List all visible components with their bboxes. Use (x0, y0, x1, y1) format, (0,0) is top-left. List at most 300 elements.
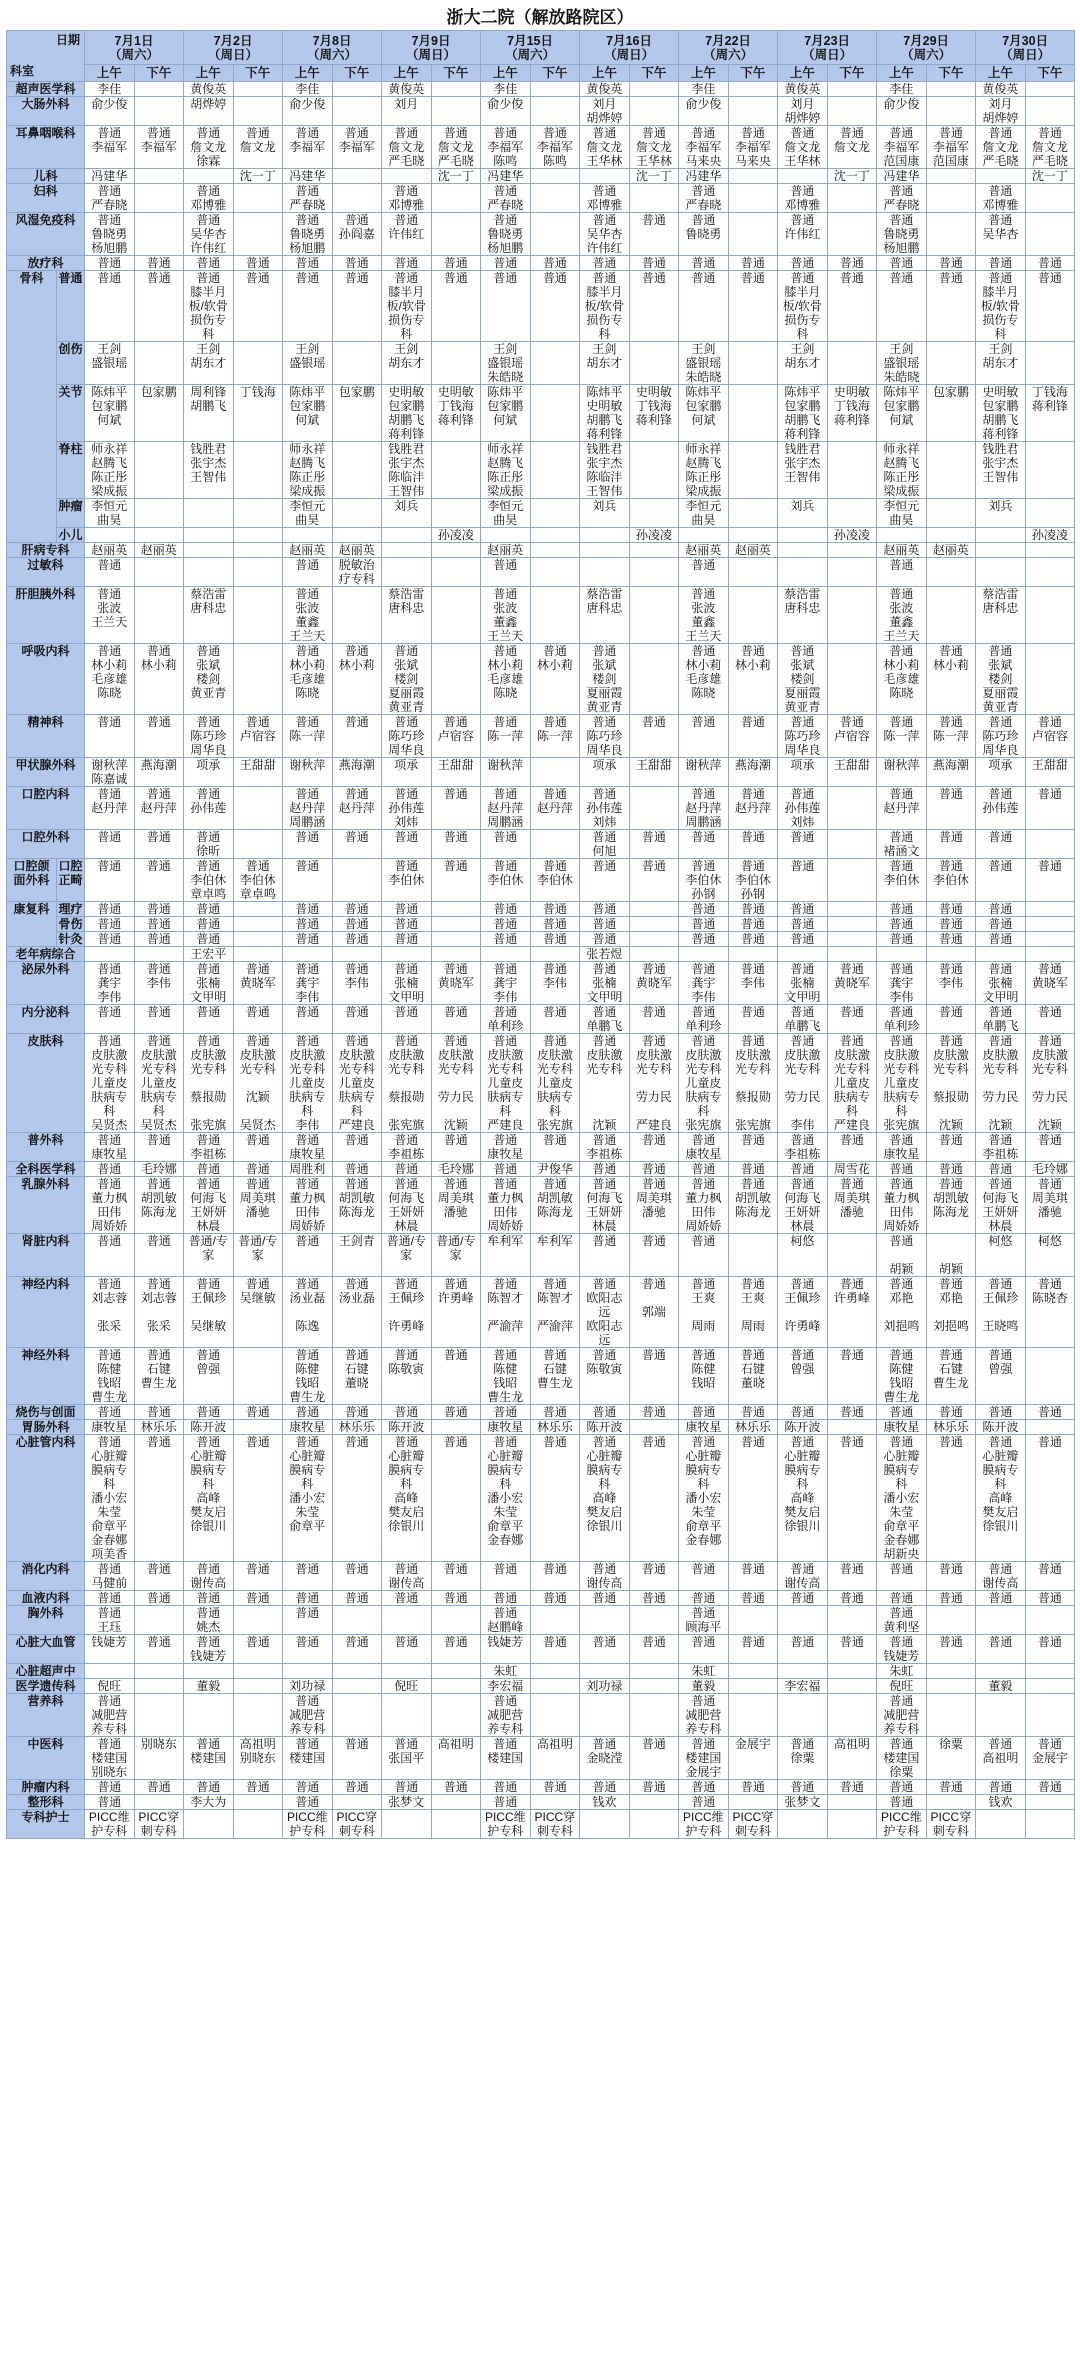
schedule-cell: 普通 (332, 1162, 382, 1177)
schedule-cell: 普通 徐昕 (184, 830, 234, 859)
schedule-cell: 普通 (1025, 1435, 1075, 1562)
schedule-cell: 陈开波 (580, 1420, 630, 1435)
schedule-cell: 普通 (134, 830, 184, 859)
schedule-cell (382, 1810, 432, 1839)
dept-label: 耳鼻咽喉科 (7, 126, 85, 169)
schedule-cell: 普通 周美琪 潘驰 (827, 1177, 877, 1234)
schedule-cell: 普通 皮肤激 光专科 儿童皮 肤病专 科 张宪旗 (530, 1034, 580, 1133)
schedule-cell: 李佳 (877, 82, 927, 97)
schedule-cell (1025, 1795, 1075, 1810)
schedule-row (7, 902, 1075, 917)
weekday-label: （周日） (406, 47, 457, 62)
am-header: 上午 (976, 65, 1026, 82)
schedule-cell: 普通 皮肤激 光专科 蔡报勋 张宪旗 (184, 1034, 234, 1133)
schedule-cell: 普通 钱婕芳 (184, 1635, 234, 1664)
schedule-cell: 李恒元 曲昊 (877, 499, 927, 528)
schedule-body (7, 82, 1075, 1839)
schedule-cell: 普通 邓博雅 (976, 184, 1026, 213)
schedule-cell (134, 587, 184, 644)
schedule-cell: 普通 (85, 715, 135, 758)
schedule-cell: 冯建华 (877, 169, 927, 184)
schedule-cell: 蔡浩雷 唐科忠 (976, 587, 1026, 644)
sub-dept-label: 创伤 (57, 342, 85, 385)
schedule-cell: 普通 龚宇 李伟 (679, 962, 729, 1005)
schedule-cell: 陈炜平 包家鹏 何斌 (877, 385, 927, 442)
schedule-cell (580, 1606, 630, 1635)
schedule-cell: 普通 (728, 1780, 778, 1795)
schedule-cell (1025, 644, 1075, 715)
schedule-cell (827, 644, 877, 715)
schedule-cell: 普通 卢宿容 (233, 715, 283, 758)
schedule-cell: 陈炜平 包家鹏 何斌 (85, 385, 135, 442)
schedule-cell: 普通 心脏瓣 膜病专 科 潘小宏 朱莹 俞章平 金春娜 胡新央 (877, 1435, 927, 1562)
schedule-cell (530, 97, 580, 126)
schedule-cell (134, 499, 184, 528)
schedule-cell (728, 528, 778, 543)
schedule-cell: 俞少俊 (877, 97, 927, 126)
dept-label: 血液内科 (7, 1591, 85, 1606)
schedule-cell: 董毅 (184, 1679, 234, 1694)
schedule-cell: 普通 (976, 1635, 1026, 1664)
schedule-cell: 普通 (530, 902, 580, 917)
dept-label: 消化内科 (7, 1562, 85, 1591)
schedule-cell (728, 1606, 778, 1635)
schedule-cell: 普通 (778, 1591, 828, 1606)
dept-label: 儿科 (7, 169, 85, 184)
schedule-cell: 普通 (530, 1005, 580, 1034)
schedule-cell (827, 499, 877, 528)
schedule-cell: 普通 皮肤激 光专科 儿童皮 肤病专 科 李伟 (283, 1034, 333, 1133)
schedule-cell (134, 97, 184, 126)
schedule-cell: 普通 陈健 钱昭 曹生龙 (85, 1348, 135, 1405)
schedule-cell (382, 1694, 432, 1737)
schedule-cell: 普通 曾强 (976, 1348, 1026, 1405)
schedule-cell (233, 342, 283, 385)
schedule-cell (976, 558, 1026, 587)
dept-axis-label: 科室 (10, 64, 35, 78)
schedule-row (7, 1562, 1075, 1591)
schedule-cell: 普通 (481, 256, 531, 271)
schedule-cell (134, 184, 184, 213)
schedule-cell: 蔡浩雷 唐科忠 (580, 587, 630, 644)
schedule-cell: 普通 (184, 902, 234, 917)
schedule-cell: PICC穿 刺专科 (332, 1810, 382, 1839)
date-label: 7月2日 (213, 33, 253, 48)
schedule-cell: 普通 李福军 陈鸣 (530, 126, 580, 169)
schedule-cell (827, 947, 877, 962)
schedule-cell (728, 213, 778, 256)
dept-label: 过敏科 (7, 558, 85, 587)
dept-label: 风湿免疫科 (7, 213, 85, 256)
schedule-cell: 刘兵 (382, 499, 432, 528)
schedule-cell: 普通 陈一萍 (283, 715, 333, 758)
schedule-cell: 陈炜平 史明敏 胡鹏飞 蒋利锋 (580, 385, 630, 442)
schedule-cell: 普通 陈巧珍 周华良 (580, 715, 630, 758)
date-axis-label: 日期 (55, 33, 80, 47)
date-header (778, 31, 877, 65)
dept-label: 心脏大血管 (7, 1635, 85, 1664)
schedule-cell (233, 1420, 283, 1435)
schedule-cell: 普通 林小莉 毛彦雄 陈晓 (481, 644, 531, 715)
schedule-cell: 普通 (332, 1591, 382, 1606)
schedule-cell: 普通 (382, 932, 432, 947)
schedule-cell: 普通 (580, 1405, 630, 1420)
schedule-cell: 普通 (926, 1562, 976, 1591)
schedule-cell: PICC维 护专科 (481, 1810, 531, 1839)
schedule-cell: 普通 (926, 902, 976, 917)
schedule-cell (926, 1664, 976, 1679)
schedule-cell (728, 442, 778, 499)
schedule-cell: 普通 李福军 范国康 (926, 126, 976, 169)
schedule-cell: 普通 (332, 917, 382, 932)
schedule-cell: 普通 (728, 932, 778, 947)
schedule-cell: 普通 (877, 932, 927, 947)
schedule-cell (134, 1679, 184, 1694)
schedule-cell: 王剑 盛银瑶 朱皓晓 (481, 342, 531, 385)
schedule-cell: 普通 (85, 932, 135, 947)
date-label: 7月29日 (903, 33, 950, 48)
schedule-cell: 倪旺 (382, 1679, 432, 1694)
schedule-cell (679, 947, 729, 962)
schedule-cell: 包家鹏 (926, 385, 976, 442)
schedule-cell: 普通 何海飞 王妍妍 林晨 (580, 1177, 630, 1234)
schedule-cell: 别晓东 (134, 1737, 184, 1780)
schedule-row (7, 962, 1075, 1005)
schedule-cell: 普通 (976, 859, 1026, 902)
schedule-cell: 普通 李伯休 (530, 859, 580, 902)
schedule-cell (233, 917, 283, 932)
schedule-row (7, 644, 1075, 715)
schedule-cell (233, 184, 283, 213)
schedule-cell: 普通 陈健 钱昭 曹生龙 (481, 1348, 531, 1405)
schedule-cell: 史明敏 丁钱海 蒋利锋 (629, 385, 679, 442)
dept-label: 乳腺外科 (7, 1177, 85, 1234)
schedule-cell: 李恒元 曲昊 (85, 499, 135, 528)
schedule-cell: 金展宇 (728, 1737, 778, 1780)
schedule-cell: 孙凌凌 (629, 528, 679, 543)
schedule-row (7, 1348, 1075, 1405)
schedule-cell (134, 1694, 184, 1737)
schedule-cell (530, 1679, 580, 1694)
schedule-cell (1025, 499, 1075, 528)
schedule-cell: 普通 (233, 256, 283, 271)
schedule-cell (283, 528, 333, 543)
schedule-cell (1025, 213, 1075, 256)
schedule-cell: 普通 单鹏飞 (580, 1005, 630, 1034)
schedule-row (7, 947, 1075, 962)
schedule-cell: 普通 (332, 1133, 382, 1162)
schedule-cell: 普通 (530, 1562, 580, 1591)
schedule-cell: 普通 楼建国 金展宇 (679, 1737, 729, 1780)
schedule-cell (233, 1606, 283, 1635)
schedule-cell: 普通 李祖栋 (382, 1133, 432, 1162)
schedule-cell: 普通 (530, 256, 580, 271)
schedule-cell: 普通 吴华杏 (976, 213, 1026, 256)
schedule-cell: 普通 (85, 1780, 135, 1795)
schedule-cell: 普通 (283, 1606, 333, 1635)
schedule-cell: 普通 卢宿容 (431, 715, 481, 758)
schedule-cell: 普通 (728, 902, 778, 917)
schedule-cell: 普通 李福军 马来央 (728, 126, 778, 169)
schedule-cell: 普通 周美琪 潘驰 (431, 1177, 481, 1234)
weekday-label: （周日） (208, 47, 259, 62)
schedule-cell: 陈炜平 包家鹏 何斌 (679, 385, 729, 442)
schedule-cell: 普通 陈健 钱昭 曹生龙 (877, 1348, 927, 1405)
schedule-cell: 冯建华 (85, 169, 135, 184)
schedule-cell: 普通 康牧星 (481, 1133, 531, 1162)
schedule-cell: 普通 皮肤激 光专科 儿童皮 肤病专 科 张宪旗 (679, 1034, 729, 1133)
schedule-cell: 普通 (728, 1005, 778, 1034)
schedule-cell (1025, 1810, 1075, 1839)
schedule-cell (629, 902, 679, 917)
schedule-cell: 普通 (431, 1005, 481, 1034)
schedule-cell (580, 528, 630, 543)
schedule-cell: 普通 (827, 1005, 877, 1034)
schedule-cell (233, 558, 283, 587)
schedule-cell (233, 97, 283, 126)
schedule-cell: 柯悠 (778, 1234, 828, 1277)
dept-label: 超声医学科 (7, 82, 85, 97)
schedule-cell: 普通 (926, 1780, 976, 1795)
schedule-cell: 普通 (530, 271, 580, 342)
schedule-cell: 普通 (530, 1405, 580, 1420)
schedule-cell: 普通 楼建国 别晓东 (85, 1737, 135, 1780)
schedule-cell (184, 558, 234, 587)
schedule-cell: 普通 (134, 1234, 184, 1277)
schedule-cell: PICC穿 刺专科 (926, 1810, 976, 1839)
schedule-cell: 普通 鲁晓勇 杨旭鹏 (481, 213, 531, 256)
schedule-cell: 李大为 (184, 1795, 234, 1810)
schedule-cell (431, 342, 481, 385)
schedule-cell: 普通 胡颖 (877, 1234, 927, 1277)
schedule-cell: 普通 邓博雅 (778, 184, 828, 213)
schedule-cell: 孙凌凌 (431, 528, 481, 543)
schedule-cell: 倪旺 (85, 1679, 135, 1694)
schedule-cell: 普通 (629, 1780, 679, 1795)
schedule-row (7, 1420, 1075, 1435)
schedule-cell: 普通 (431, 859, 481, 902)
schedule-cell: 普通 (629, 1133, 679, 1162)
schedule-cell: 普通 (877, 917, 927, 932)
schedule-cell: 普通 (1025, 1591, 1075, 1606)
am-header: 上午 (283, 65, 333, 82)
schedule-row (7, 1694, 1075, 1737)
schedule-cell: 普通 鲁晓勇 杨旭鹏 (85, 213, 135, 256)
schedule-cell: 普通 (332, 715, 382, 758)
dept-label: 专科护士 (7, 1810, 85, 1839)
schedule-cell: 普通 康牧星 (679, 1133, 729, 1162)
schedule-row (7, 1635, 1075, 1664)
schedule-cell: 刘兵 (580, 499, 630, 528)
dept-label: 医学遗传科 (7, 1679, 85, 1694)
schedule-cell (629, 97, 679, 126)
schedule-cell (926, 1694, 976, 1737)
schedule-cell: 普通 陈巧珍 周华良 (976, 715, 1026, 758)
schedule-cell (629, 442, 679, 499)
dept-label: 中医科 (7, 1737, 85, 1780)
schedule-cell (827, 1420, 877, 1435)
schedule-row (7, 1405, 1075, 1420)
schedule-cell: 普通 减肥营 养专科 (283, 1694, 333, 1737)
schedule-cell (926, 1606, 976, 1635)
schedule-cell: 普通 楼建国 (184, 1737, 234, 1780)
schedule-row (7, 558, 1075, 587)
schedule-cell (1025, 342, 1075, 385)
schedule-cell: 普通 (629, 1005, 679, 1034)
schedule-cell: 普通 (431, 1435, 481, 1562)
schedule-cell: 普通 张斌 楼剑 夏丽霞 黄亚青 (976, 644, 1026, 715)
schedule-cell: 普通 心脏瓣 膜病专 科 潘小宏 朱莹 俞章平 金春娜 项美香 (85, 1435, 135, 1562)
schedule-cell: 普通 皮肤激 光专科 蔡报勋 张宪旗 (728, 1034, 778, 1133)
schedule-cell: 普通 (629, 1405, 679, 1420)
schedule-row (7, 1795, 1075, 1810)
schedule-cell: 普通 (827, 1635, 877, 1664)
schedule-cell (530, 184, 580, 213)
schedule-cell: 牟利军 (530, 1234, 580, 1277)
sub-dept-label: 骨伤 (58, 917, 83, 931)
schedule-row (7, 1162, 1075, 1177)
schedule-row (7, 528, 1075, 543)
schedule-cell (431, 932, 481, 947)
schedule-cell: 普通 (926, 1591, 976, 1606)
schedule-cell (382, 558, 432, 587)
schedule-cell: 普通 吴华杏 许伟红 (184, 213, 234, 256)
schedule-cell: 普通 皮肤激 光专科 儿童皮 肤病专 科 严建良 (481, 1034, 531, 1133)
schedule-cell: 普通 (926, 271, 976, 342)
schedule-cell (134, 1606, 184, 1635)
schedule-cell (1025, 1679, 1075, 1694)
schedule-cell: 普通 陈巧珍 周华良 (778, 715, 828, 758)
schedule-cell: 胡颖 (926, 1234, 976, 1277)
schedule-cell: 普通 (778, 1780, 828, 1795)
schedule-cell: 普通 赵丹萍 周鹏涵 (679, 787, 729, 830)
schedule-cell: 普通 许勇峰 (827, 1277, 877, 1348)
schedule-cell: 普通 李福军 (134, 126, 184, 169)
pm-header: 下午 (1025, 65, 1075, 82)
schedule-cell: 沈一丁 (629, 169, 679, 184)
sub-dept-label: 关节 (57, 385, 85, 442)
schedule-cell (233, 1664, 283, 1679)
schedule-cell (926, 1795, 976, 1810)
schedule-cell: 普通 (976, 902, 1026, 917)
schedule-cell: 赵丽英 (134, 543, 184, 558)
schedule-cell: 普通 金展宇 (1025, 1737, 1075, 1780)
schedule-cell: 普通 詹文龙 (233, 126, 283, 169)
schedule-cell: 林乐乐 (926, 1420, 976, 1435)
schedule-cell: 黄俊英 (976, 82, 1026, 97)
schedule-cell: 普通 (481, 1405, 531, 1420)
schedule-cell: 普通 谢传高 (580, 1562, 630, 1591)
schedule-cell (431, 442, 481, 499)
schedule-cell: 高祖明 (431, 1737, 481, 1780)
date-header-row (7, 31, 1075, 65)
schedule-cell: 燕海潮 (332, 758, 382, 787)
schedule-cell (431, 947, 481, 962)
corner-header (7, 31, 85, 82)
schedule-cell: 普通 吴华杏 许伟红 (580, 213, 630, 256)
schedule-cell: 普通 (976, 932, 1026, 947)
schedule-cell: 普通 皮肤激 光专科 儿童皮 肤病专 科 严建良 (827, 1034, 877, 1133)
schedule-cell: 普通 张斌 楼剑 夏丽霞 黄亚青 (778, 644, 828, 715)
schedule-cell: 普通 (679, 271, 729, 342)
schedule-cell: 普通 (85, 1405, 135, 1420)
schedule-cell (926, 342, 976, 385)
schedule-cell (431, 1679, 481, 1694)
schedule-cell: 普通 (827, 1562, 877, 1591)
schedule-cell: 刘功禄 (283, 1679, 333, 1694)
schedule-cell: 普通 (332, 1005, 382, 1034)
dept-label: 泌尿外科 (7, 962, 85, 1005)
schedule-cell: 普通 (580, 1780, 630, 1795)
pm-header: 下午 (332, 65, 382, 82)
schedule-cell (1025, 1606, 1075, 1635)
schedule-cell: 普通 (283, 917, 333, 932)
dept-label: 呼吸内科 (7, 644, 85, 715)
schedule-cell: 普通 (134, 902, 184, 917)
schedule-cell: 普通 (481, 1795, 531, 1810)
schedule-cell: 普通 赵丹萍 (530, 787, 580, 830)
schedule-cell: 普通 林小莉 毛彦雄 陈晓 (877, 644, 927, 715)
schedule-cell (431, 558, 481, 587)
schedule-cell: 普通 (1025, 1133, 1075, 1162)
schedule-cell: 普通 黄晓军 (1025, 962, 1075, 1005)
schedule-cell: 普通 皮肤激 光专科 劳力民 李伟 (778, 1034, 828, 1133)
schedule-row (7, 271, 1075, 342)
schedule-cell: 史明敏 包家鹏 胡鹏飞 蒋利锋 (976, 385, 1026, 442)
schedule-cell: 康牧星 (85, 1420, 135, 1435)
schedule-row (7, 917, 1075, 932)
schedule-cell: 普通 王爽 周雨 (679, 1277, 729, 1348)
schedule-cell (1025, 184, 1075, 213)
schedule-cell: 普通 (976, 917, 1026, 932)
schedule-cell (976, 1606, 1026, 1635)
date-label: 7月9日 (411, 33, 451, 48)
schedule-cell: 林乐乐 (134, 1420, 184, 1435)
schedule-cell: 普通 (629, 715, 679, 758)
schedule-cell (827, 902, 877, 917)
schedule-cell (431, 1795, 481, 1810)
schedule-cell: 普通 黄利坚 (877, 1606, 927, 1635)
schedule-cell (778, 1694, 828, 1737)
weekday-label: （周六） (505, 47, 556, 62)
schedule-cell (431, 1664, 481, 1679)
schedule-cell (233, 1679, 283, 1694)
schedule-row (7, 1234, 1075, 1277)
am-header: 上午 (778, 65, 828, 82)
schedule-cell: 普通 曾强 (778, 1348, 828, 1405)
schedule-cell: 师永祥 赵腾飞 陈正彤 梁成振 (283, 442, 333, 499)
schedule-cell: 普通 (283, 1780, 333, 1795)
schedule-cell: 项承 (976, 758, 1026, 787)
schedule-cell (629, 587, 679, 644)
dept-label: 精神科 (7, 715, 85, 758)
schedule-cell: 普通 心脏瓣 膜病专 科 潘小宏 朱莹 俞章平 金春娜 (481, 1435, 531, 1562)
schedule-cell (233, 947, 283, 962)
schedule-cell: 普通 (679, 715, 729, 758)
schedule-cell: 普通 (679, 1162, 729, 1177)
schedule-cell: 毛玲娜 (1025, 1162, 1075, 1177)
schedule-cell: 王剑 胡东才 (184, 342, 234, 385)
schedule-cell (976, 1694, 1026, 1737)
schedule-row (7, 256, 1075, 271)
schedule-cell: 普通 李伯休 孙钢 (728, 859, 778, 902)
dept-label: 肝胆胰外科 (7, 587, 85, 644)
schedule-cell: 普通 林小莉 (134, 644, 184, 715)
schedule-cell (827, 1795, 877, 1810)
weekday-label: （周日） (1000, 47, 1051, 62)
schedule-cell: 普通 (283, 1795, 333, 1810)
schedule-cell: 普通 张楠 文甲明 (580, 962, 630, 1005)
